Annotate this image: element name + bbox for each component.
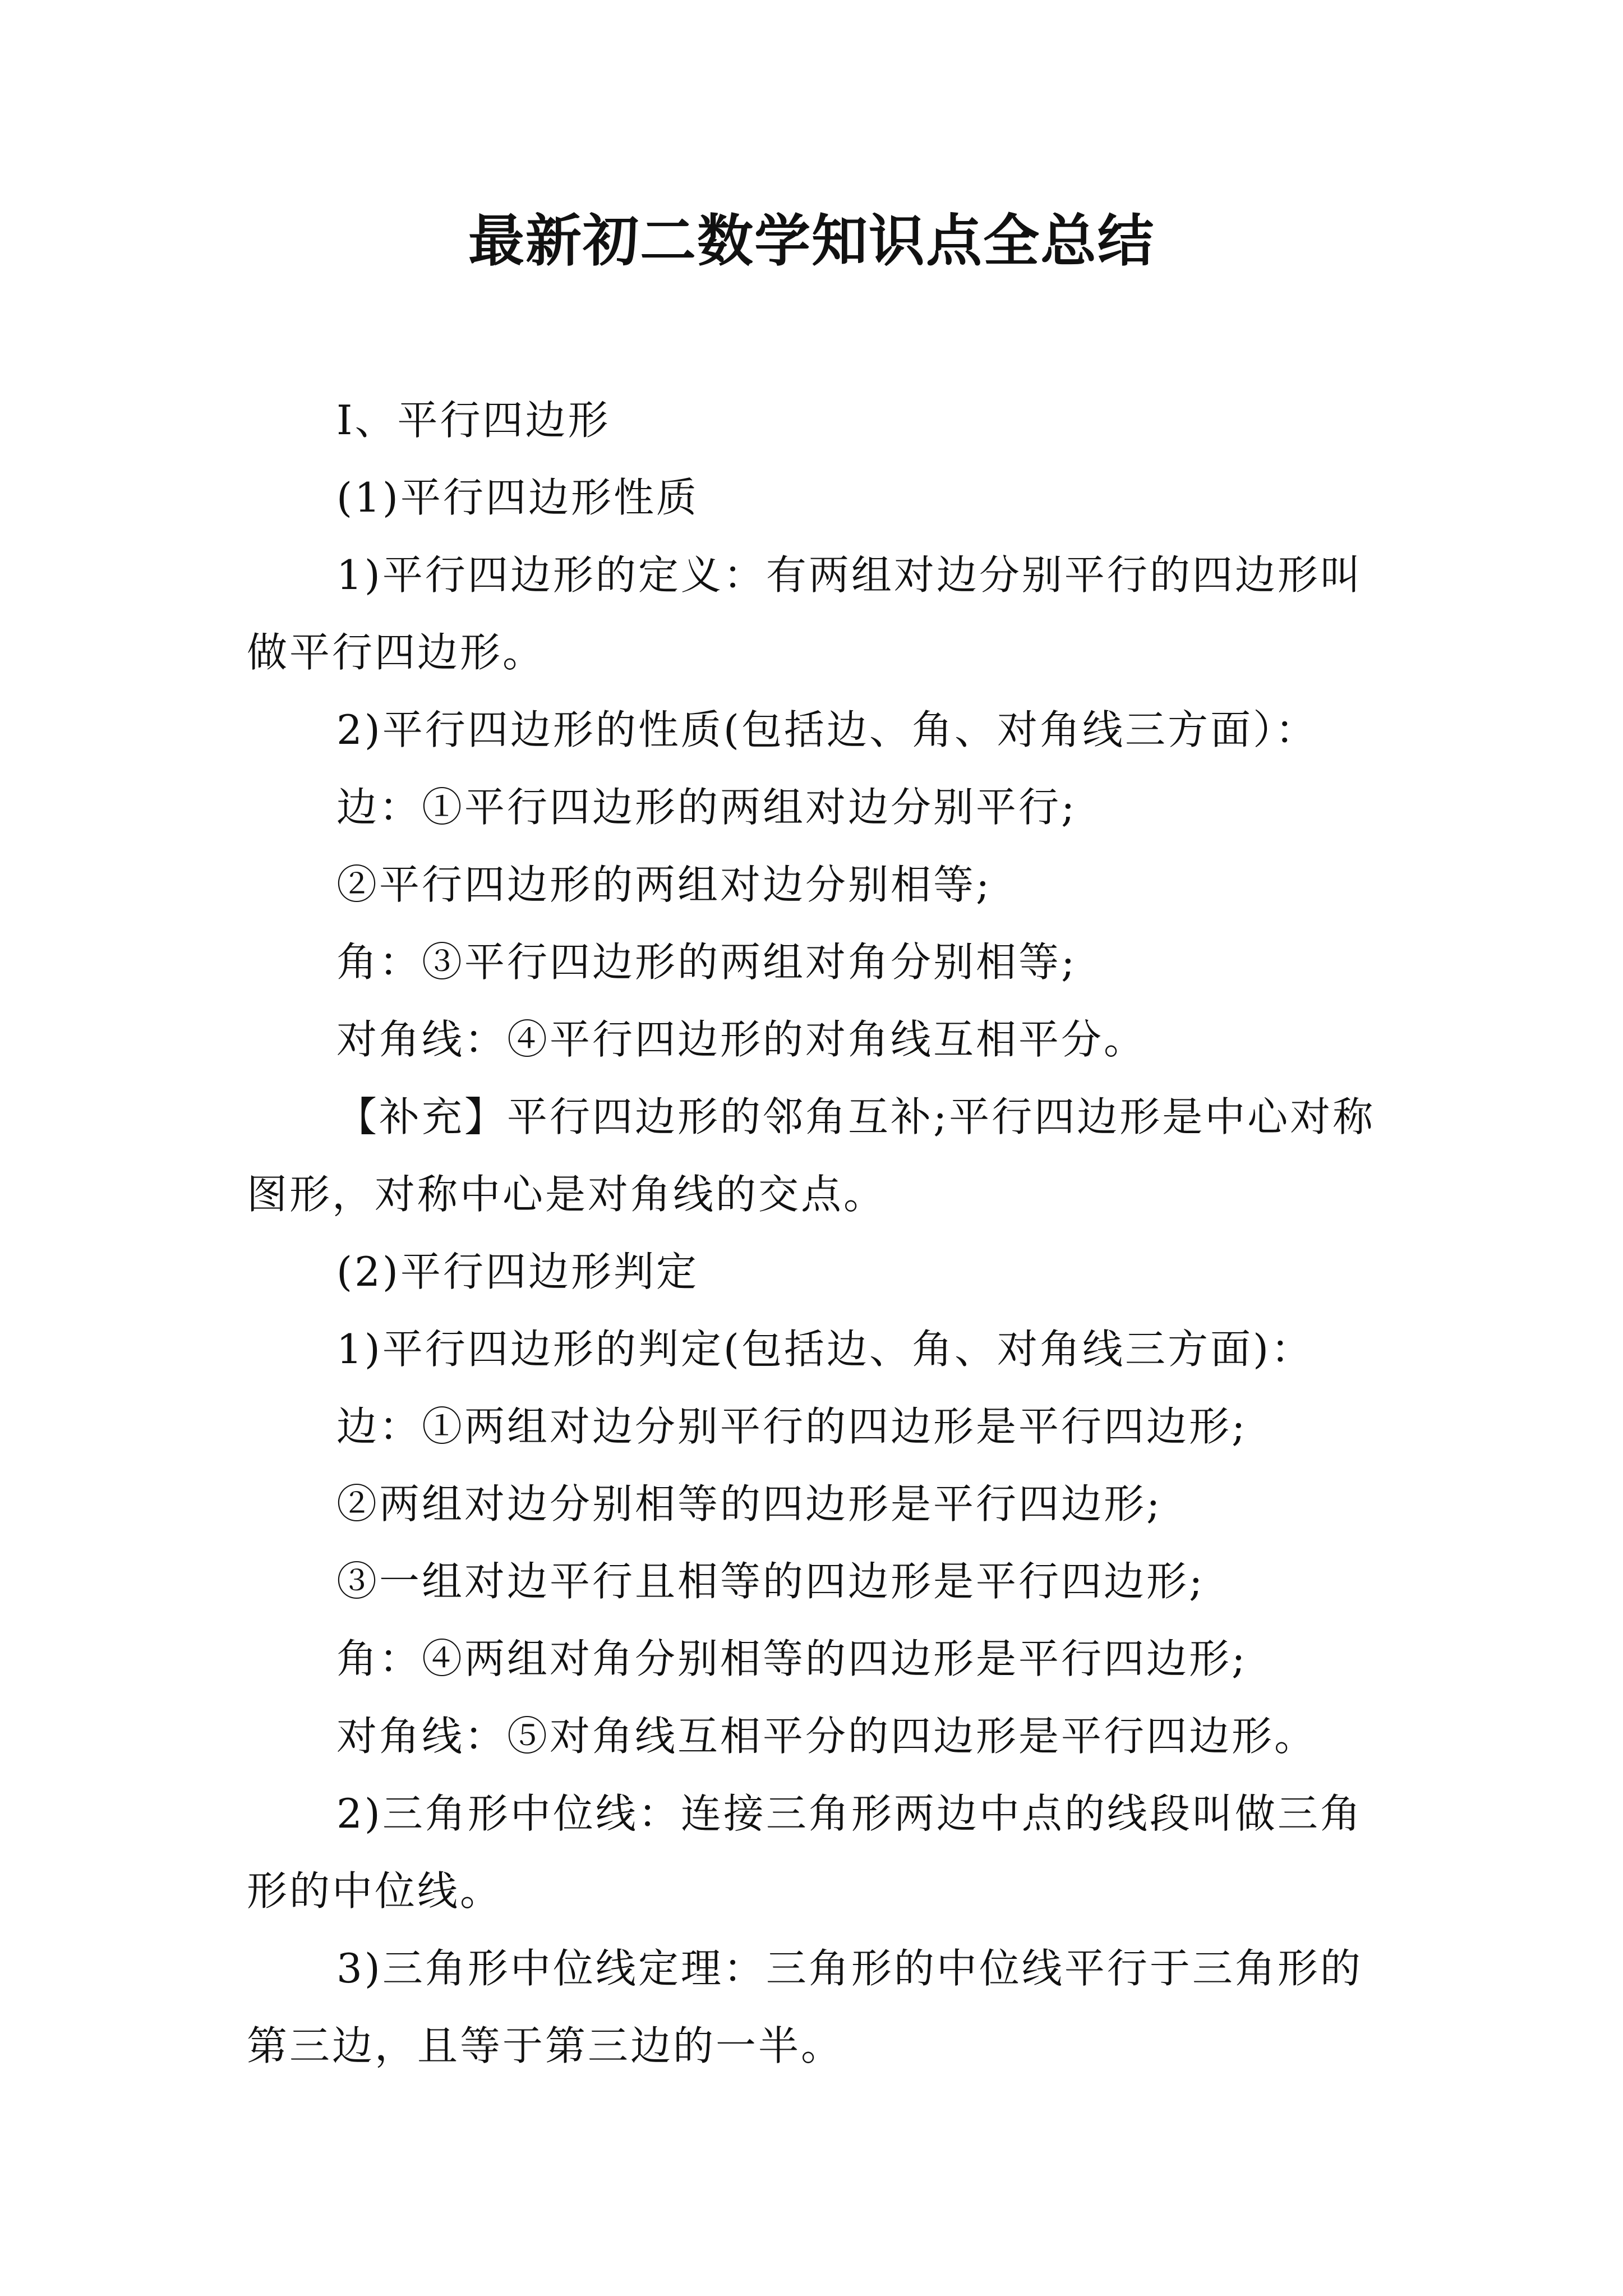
list-item: ③一组对边平行且相等的四边形是平行四边形;: [336, 1558, 1205, 1605]
document-title: 最新初二数学知识点全总结: [468, 208, 1155, 274]
list-item: 边：①两组对边分别平行的四边形是平行四边形;: [336, 1403, 1248, 1450]
list-item: 边：①平行四边形的两组对边分别平行;: [336, 784, 1077, 831]
list-item: ②两组对边分别相等的四边形是平行四边形;: [336, 1480, 1163, 1527]
subsection-heading: (2)平行四边形判定: [336, 1248, 699, 1295]
list-item: 角：④两组对角分别相等的四边形是平行四边形;: [336, 1635, 1248, 1682]
paragraph: 1)平行四边形的判定(包括边、角、对角线三方面)：: [336, 1326, 1314, 1373]
subsection-heading: (1)平行四边形性质: [336, 474, 699, 521]
list-item: 对角线：⑤对角线互相平分的四边形是平行四边形。: [336, 1713, 1317, 1760]
paragraph: 1)平行四边形的定义：有两组对边分别平行的四边形叫做平行四边形。: [247, 551, 1363, 676]
list-item: 对角线：④平行四边形的对角线互相平分。: [336, 1016, 1147, 1063]
document-body: [247, 381, 1391, 2085]
list-item: ②平行四边形的两组对边分别相等;: [336, 861, 992, 908]
paragraph: 【补充】平行四边形的邻角互补;平行四边形是中心对称图形，对称中心是对角线的交点。: [247, 1093, 1376, 1218]
section-heading: Ⅰ、平行四边形: [336, 397, 611, 444]
paragraph: 3)三角形中位线定理：三角形的中位线平行于三角形的第三边，且等于第三边的一半。: [247, 1945, 1363, 2069]
paragraph: 2)三角形中位线：连接三角形两边中点的线段叫做三角形的中位线。: [247, 1790, 1363, 1915]
paragraph: 2)平行四边形的性质(包括边、角、对角线三方面）：: [336, 706, 1318, 753]
list-item: 角：③平行四边形的两组对角分别相等;: [336, 938, 1077, 986]
